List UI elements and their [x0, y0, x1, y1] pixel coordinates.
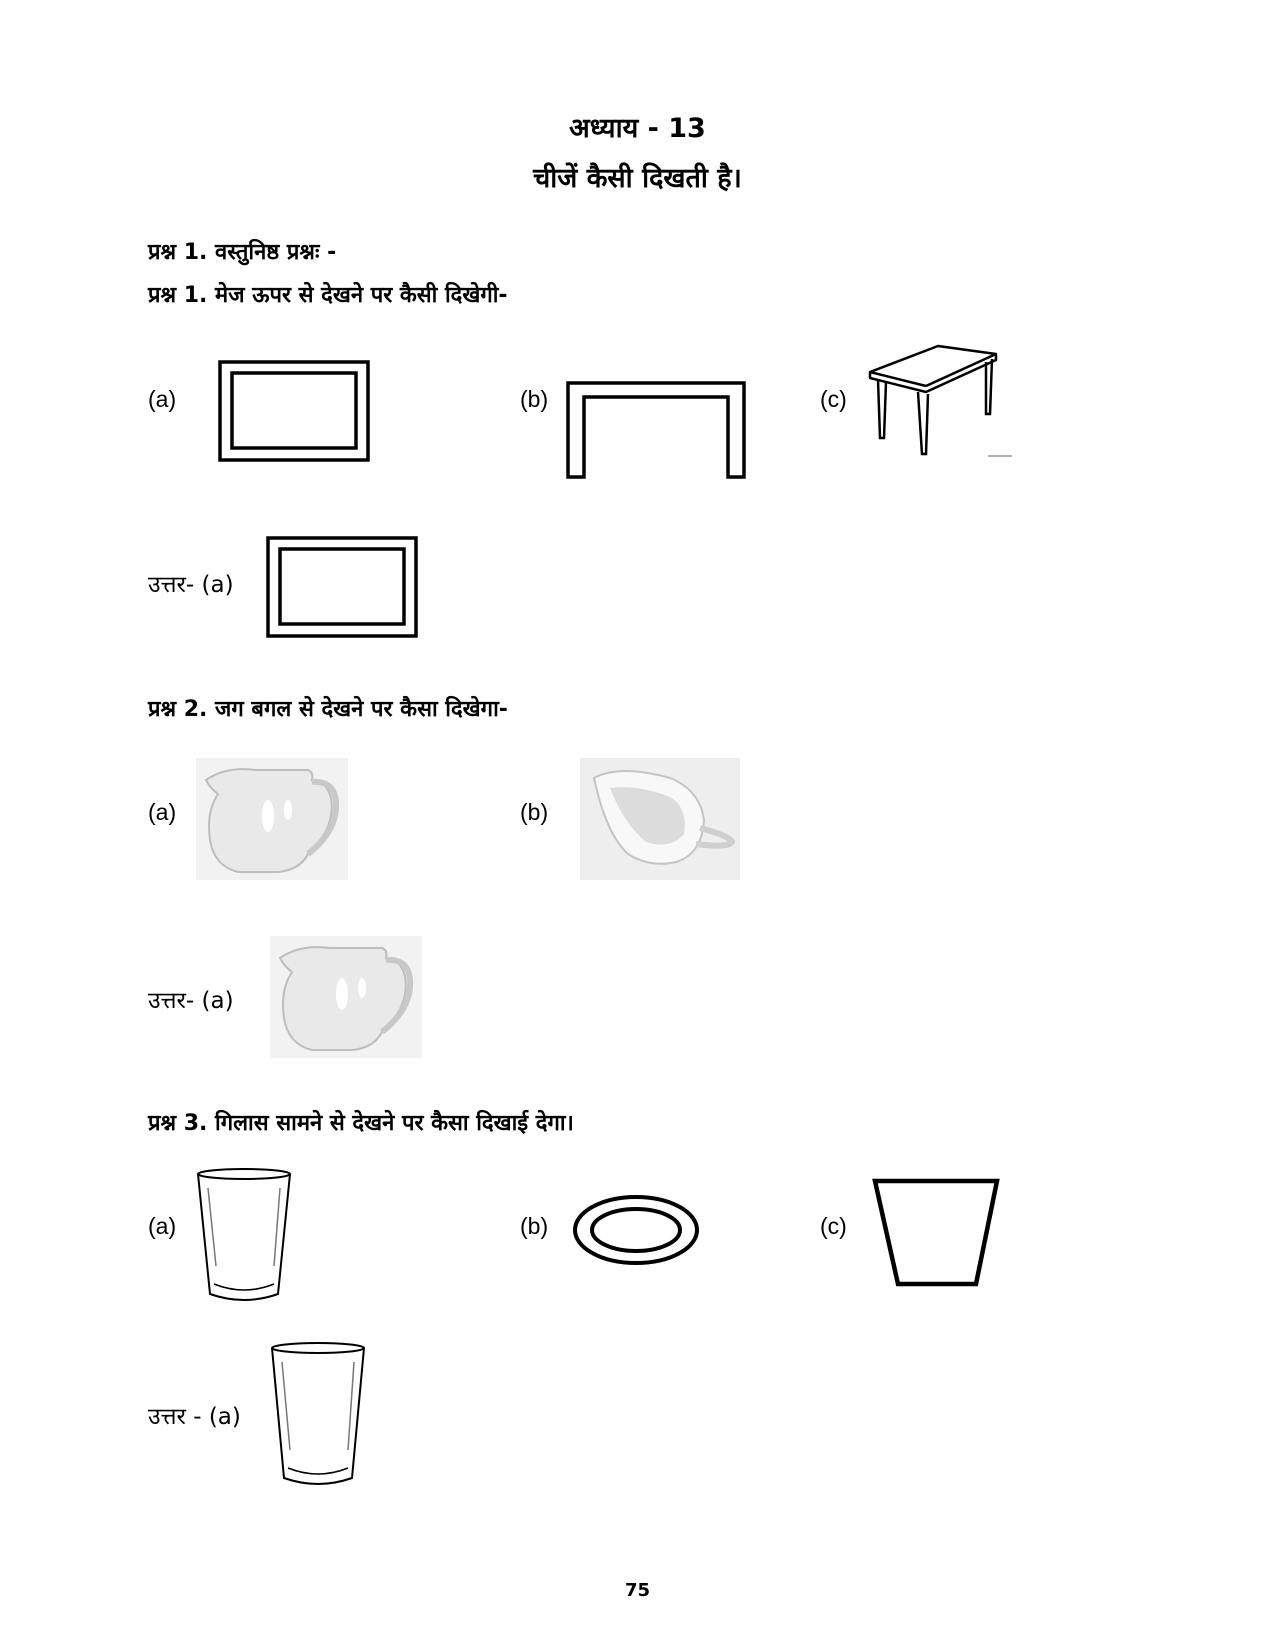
page-number: 75 [624, 1580, 651, 1601]
q3-option-c-label: (c) [820, 1213, 847, 1239]
question-3-text: प्रश्न 3. गिलास सामने से देखने पर कैसा दिखाई देगा। [148, 1111, 574, 1136]
jug-top-view-icon [580, 758, 740, 880]
table-side-view-icon [566, 381, 746, 479]
q2-answer-text: उत्तर- (a) [148, 988, 234, 1014]
q1-option-b-label: (b) [520, 386, 549, 412]
q2-option-b-label: (b) [520, 799, 549, 825]
q1-answer-text: उत्तर- (a) [148, 572, 234, 598]
q3-answer-text: उत्तर - (a) [148, 1404, 241, 1430]
question-1-text: प्रश्न 1. मेज ऊपर से देखने पर कैसी दिखेगी- [148, 283, 508, 308]
glass-top-view-icon [572, 1194, 700, 1266]
q3-option-a-label: (a) [148, 1213, 177, 1239]
answer-jug-side-view-icon [270, 936, 422, 1058]
answer-glass-front-view-icon [268, 1340, 368, 1490]
glass-outline-icon [872, 1178, 1000, 1288]
q2-option-a-label: (a) [148, 799, 177, 825]
chapter-title: चीजें कैसी दिखती है। [533, 163, 742, 194]
table-3d-icon [868, 344, 1013, 462]
q3-option-b-label: (b) [520, 1213, 549, 1239]
jug-side-view-icon [196, 758, 348, 880]
question-2-text: प्रश्न 2. जग बगल से देखने पर कैसा दिखेगा- [148, 697, 508, 722]
q1-option-c-label: (c) [820, 386, 847, 412]
table-top-view-icon [218, 360, 370, 462]
answer-table-top-view-icon [266, 536, 418, 638]
chapter-number: अध्याय - 13 [569, 113, 706, 144]
glass-front-view-icon [194, 1166, 294, 1306]
q1-option-a-label: (a) [148, 386, 177, 412]
section-heading: प्रश्न 1. वस्तुनिष्ठ प्रश्नः - [148, 240, 337, 265]
